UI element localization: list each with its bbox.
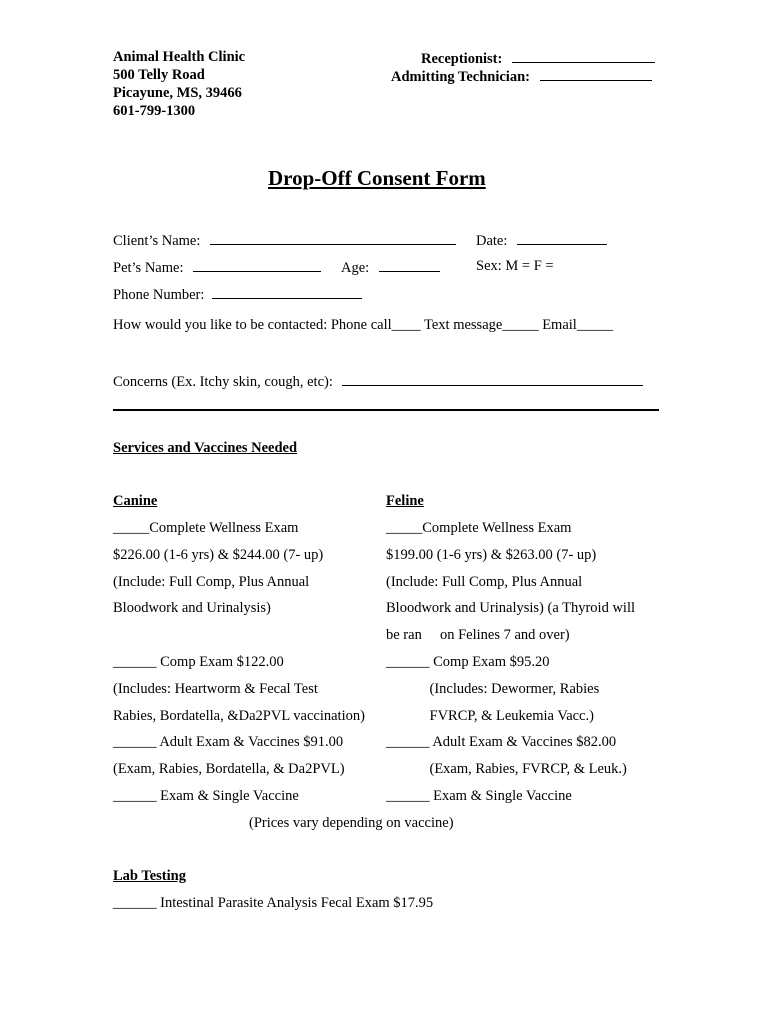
feline-line: (Exam, Rabies, FVRCP, & Leuk.) xyxy=(386,761,627,777)
feline-line: $199.00 (1-6 yrs) & $263.00 (7- up) xyxy=(386,547,597,563)
pet-name-label: Pet’s Name: xyxy=(113,260,184,276)
phone-number-field xyxy=(113,286,362,303)
client-name-field xyxy=(113,232,456,249)
technician-field xyxy=(391,68,652,85)
concerns-label: Concerns (Ex. Itchy skin, cough, etc): xyxy=(113,374,333,390)
canine-line: _____Complete Wellness Exam xyxy=(113,520,299,536)
sex-field: Sex: M = F = xyxy=(476,258,554,274)
concerns-blank[interactable] xyxy=(342,373,643,386)
receptionist-blank[interactable] xyxy=(512,50,655,63)
canine-line: $226.00 (1-6 yrs) & $244.00 (7- up) xyxy=(113,547,324,563)
clinic-address-line2: Picayune, MS, 39466 xyxy=(113,85,242,101)
date-blank[interactable] xyxy=(517,232,607,245)
lab-testing-heading: Lab Testing xyxy=(113,868,186,884)
clinic-phone: 601-799-1300 xyxy=(113,103,196,119)
feline-line: FVRCP, & Leukemia Vacc.) xyxy=(386,708,594,724)
technician-label: Admitting Technician: xyxy=(391,69,530,85)
feline-line: ______ Comp Exam $95.20 xyxy=(386,654,550,670)
form-title: Drop-Off Consent Form xyxy=(268,166,486,190)
canine-line: Rabies, Bordatella, &Da2PVL vaccination) xyxy=(113,708,365,724)
age-label: Age: xyxy=(341,260,370,276)
date-label: Date: xyxy=(476,233,508,249)
client-name-label: Client’s Name: xyxy=(113,233,201,249)
phone-number-label: Phone Number: xyxy=(113,287,205,303)
price-note: (Prices vary depending on vaccine) xyxy=(249,815,454,831)
pet-name-field xyxy=(113,259,321,276)
age-blank[interactable] xyxy=(379,259,440,272)
age-field xyxy=(341,259,440,276)
client-name-blank[interactable] xyxy=(210,232,456,245)
feline-line: (Includes: Dewormer, Rabies xyxy=(386,681,600,697)
feline-line: be ran on Felines 7 and over) xyxy=(386,627,570,643)
phone-number-blank[interactable] xyxy=(212,286,362,299)
feline-line: ______ Adult Exam & Vaccines $82.00 xyxy=(386,734,617,750)
canine-heading: Canine xyxy=(113,493,158,509)
canine-line: (Includes: Heartworm & Fecal Test xyxy=(113,681,318,697)
receptionist-label: Receptionist: xyxy=(421,51,503,67)
section-divider xyxy=(113,409,659,411)
canine-line: (Exam, Rabies, Bordatella, & Da2PVL) xyxy=(113,761,345,777)
clinic-address-line1: 500 Telly Road xyxy=(113,67,205,83)
feline-line: (Include: Full Comp, Plus Annual xyxy=(386,574,583,590)
technician-blank[interactable] xyxy=(540,68,652,81)
pet-name-blank[interactable] xyxy=(193,259,321,272)
concerns-field xyxy=(113,373,643,390)
feline-line: ______ Exam & Single Vaccine xyxy=(386,788,572,804)
canine-line: ______ Comp Exam $122.00 xyxy=(113,654,284,670)
canine-line: ______ Adult Exam & Vaccines $91.00 xyxy=(113,734,344,750)
services-heading: Services and Vaccines Needed xyxy=(113,440,298,456)
canine-line: Bloodwork and Urinalysis) xyxy=(113,600,271,616)
feline-heading: Feline xyxy=(386,493,424,509)
receptionist-field xyxy=(421,50,655,67)
canine-line: (Include: Full Comp, Plus Annual xyxy=(113,574,310,590)
feline-line: Bloodwork and Urinalysis) (a Thyroid will xyxy=(386,600,636,616)
clinic-name: Animal Health Clinic xyxy=(113,49,246,65)
lab-testing-line: ______ Intestinal Parasite Analysis Fecal Exam $17.95 xyxy=(113,895,434,911)
contact-preference: How would you like to be contacted: Phone call____ Text message_____ Email_____ xyxy=(113,317,614,333)
canine-line: ______ Exam & Single Vaccine xyxy=(113,788,299,804)
date-field xyxy=(476,232,607,249)
feline-line: _____Complete Wellness Exam xyxy=(386,520,572,536)
